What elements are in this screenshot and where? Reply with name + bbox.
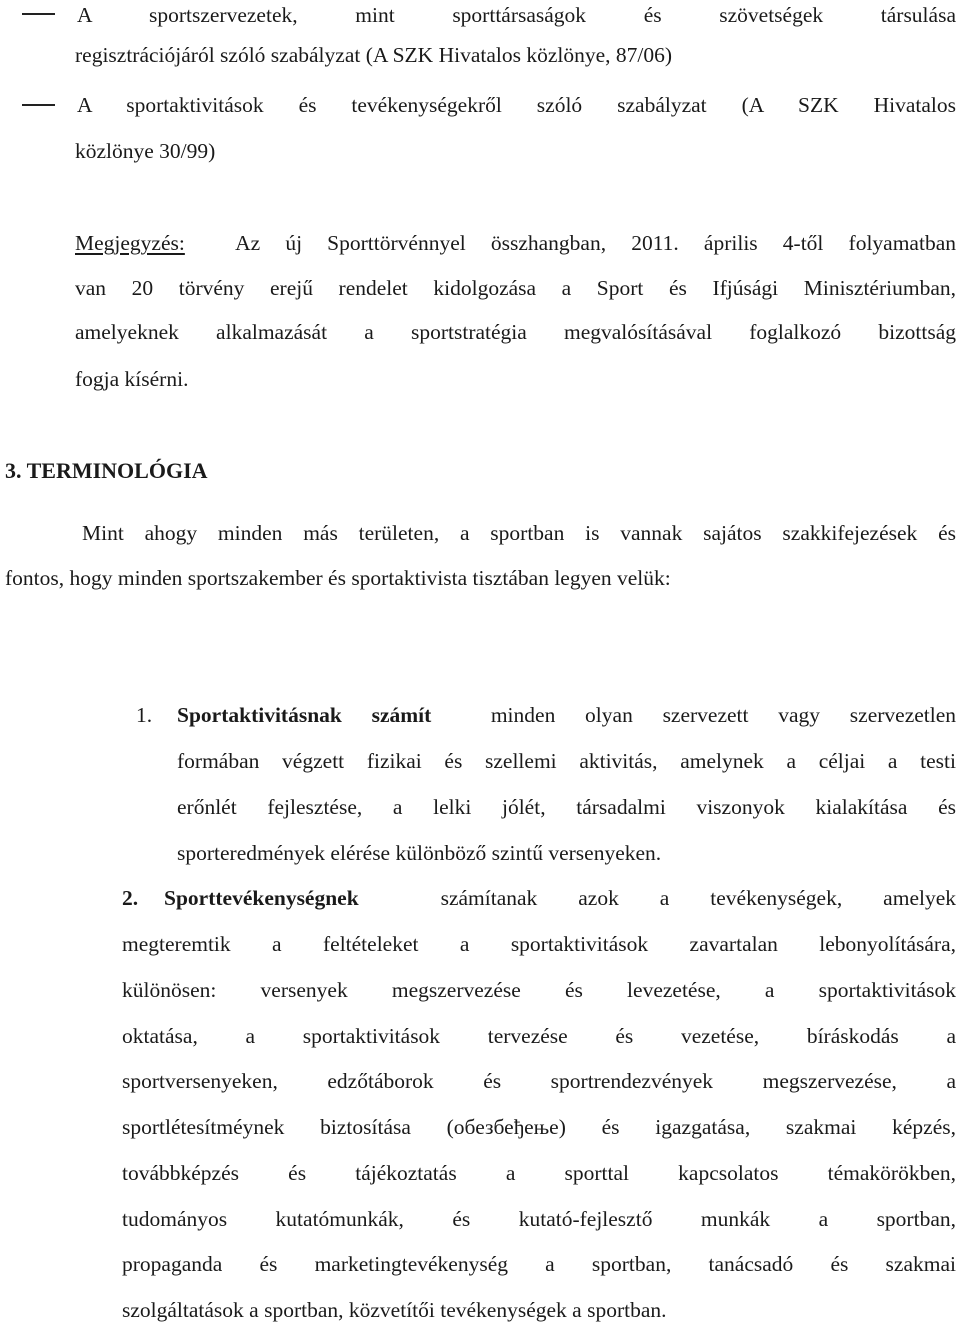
list-item-1-line-2: regisztrációjáról szóló szabályzat (A SZK Hivatalos közlönye, 87/06) xyxy=(75,43,673,67)
note-line-1-text: Az új Sporttörvénnyel összhangban, 2011. április 4-től folyamatban xyxy=(235,231,956,255)
definition-2-line-10: szolgáltatások a sportban, közvetítői tevékenységek a sportban. xyxy=(122,1298,667,1322)
definition-1-line-3: erőnlét fejlesztése, a lelki jólét, társadalmi viszonyok kialakítása és xyxy=(177,795,956,819)
list-item-1-line-1: A sportszervezetek, mint sporttársaságok és szövetségek társulása xyxy=(77,3,956,27)
definition-2-number: 2. xyxy=(122,886,139,910)
definition-2-line-4: oktatása, a sportaktivitások tervezése és vezetése, bíráskodás a xyxy=(122,1024,956,1048)
note-label: Megjegyzés: xyxy=(75,231,185,255)
definition-1-line-1 xyxy=(177,700,956,730)
section-heading: 3. TERMINOLÓGIA xyxy=(5,458,208,483)
list-dash-1 xyxy=(22,13,55,15)
note-line-1 xyxy=(75,228,956,258)
definition-1-line-2: formában végzett fizikai és szellemi aktivitás, amelynek a céljai a testi xyxy=(177,749,956,773)
list-item-2-line-1: A sportaktivitások és tevékenységekről szóló szabályzat (A SZK Hivatalos xyxy=(77,93,956,117)
definition-2-line-7: továbbképzés és tájékoztatás a sporttal kapcsolatos témakörökben, xyxy=(122,1161,956,1185)
definition-2-line-1-text: számítanak azok a tevékenységek, amelyek xyxy=(440,886,956,910)
note-line-4: fogja kísérni. xyxy=(75,367,189,391)
definition-2-line-6: sportlétesítméynek biztosítása (обезбеђење) és igazgatása, szakmai képzés, xyxy=(122,1115,956,1139)
definition-2-line-8: tudományos kutatómunkák, és kutató-fejlesztő munkák a sportban, xyxy=(122,1207,956,1231)
definition-1-line-4: sporteredmények elérése különböző szintű versenyeken. xyxy=(177,841,662,865)
list-item-2-line-2: közlönye 30/99) xyxy=(75,139,216,163)
note-line-2: van 20 törvény erejű rendelet kidolgozása a Sport és Ifjúsági Minisztériumban, xyxy=(75,276,956,300)
definition-2-line-9: propaganda és marketingtevékenység a sportban, tanácsadó és szakmai xyxy=(122,1252,956,1276)
section-intro-line-2: fontos, hogy minden sportszakember és sportaktivista tisztában legyen velük: xyxy=(5,566,671,590)
definition-2-line-5: sportversenyeken, edzőtáborok és sportrendezvények megszervezése, a xyxy=(122,1069,956,1093)
definition-2-line-2: megteremtik a feltételeket a sportaktivitások zavartalan lebonyolítására, xyxy=(122,932,956,956)
note-line-3: amelyeknek alkalmazását a sportstratégia megvalósításával foglalkozó bizottság xyxy=(75,320,956,344)
definition-2-term: Sporttevékenységnek xyxy=(164,886,359,910)
definition-1-term: Sportaktivitásnak számít xyxy=(177,703,432,727)
section-intro-line-1: Mint ahogy minden más területen, a sportban is vannak sajátos szakkifejezések és xyxy=(82,521,956,545)
definition-2-line-1 xyxy=(164,883,956,913)
definition-2-line-3: különösen: versenyek megszervezése és levezetése, a sportaktivitások xyxy=(122,978,956,1002)
definition-1-number: 1. xyxy=(136,703,153,727)
definition-1-line-1-text: minden olyan szervezett vagy szervezetlen xyxy=(490,703,957,727)
list-dash-2 xyxy=(22,104,55,106)
